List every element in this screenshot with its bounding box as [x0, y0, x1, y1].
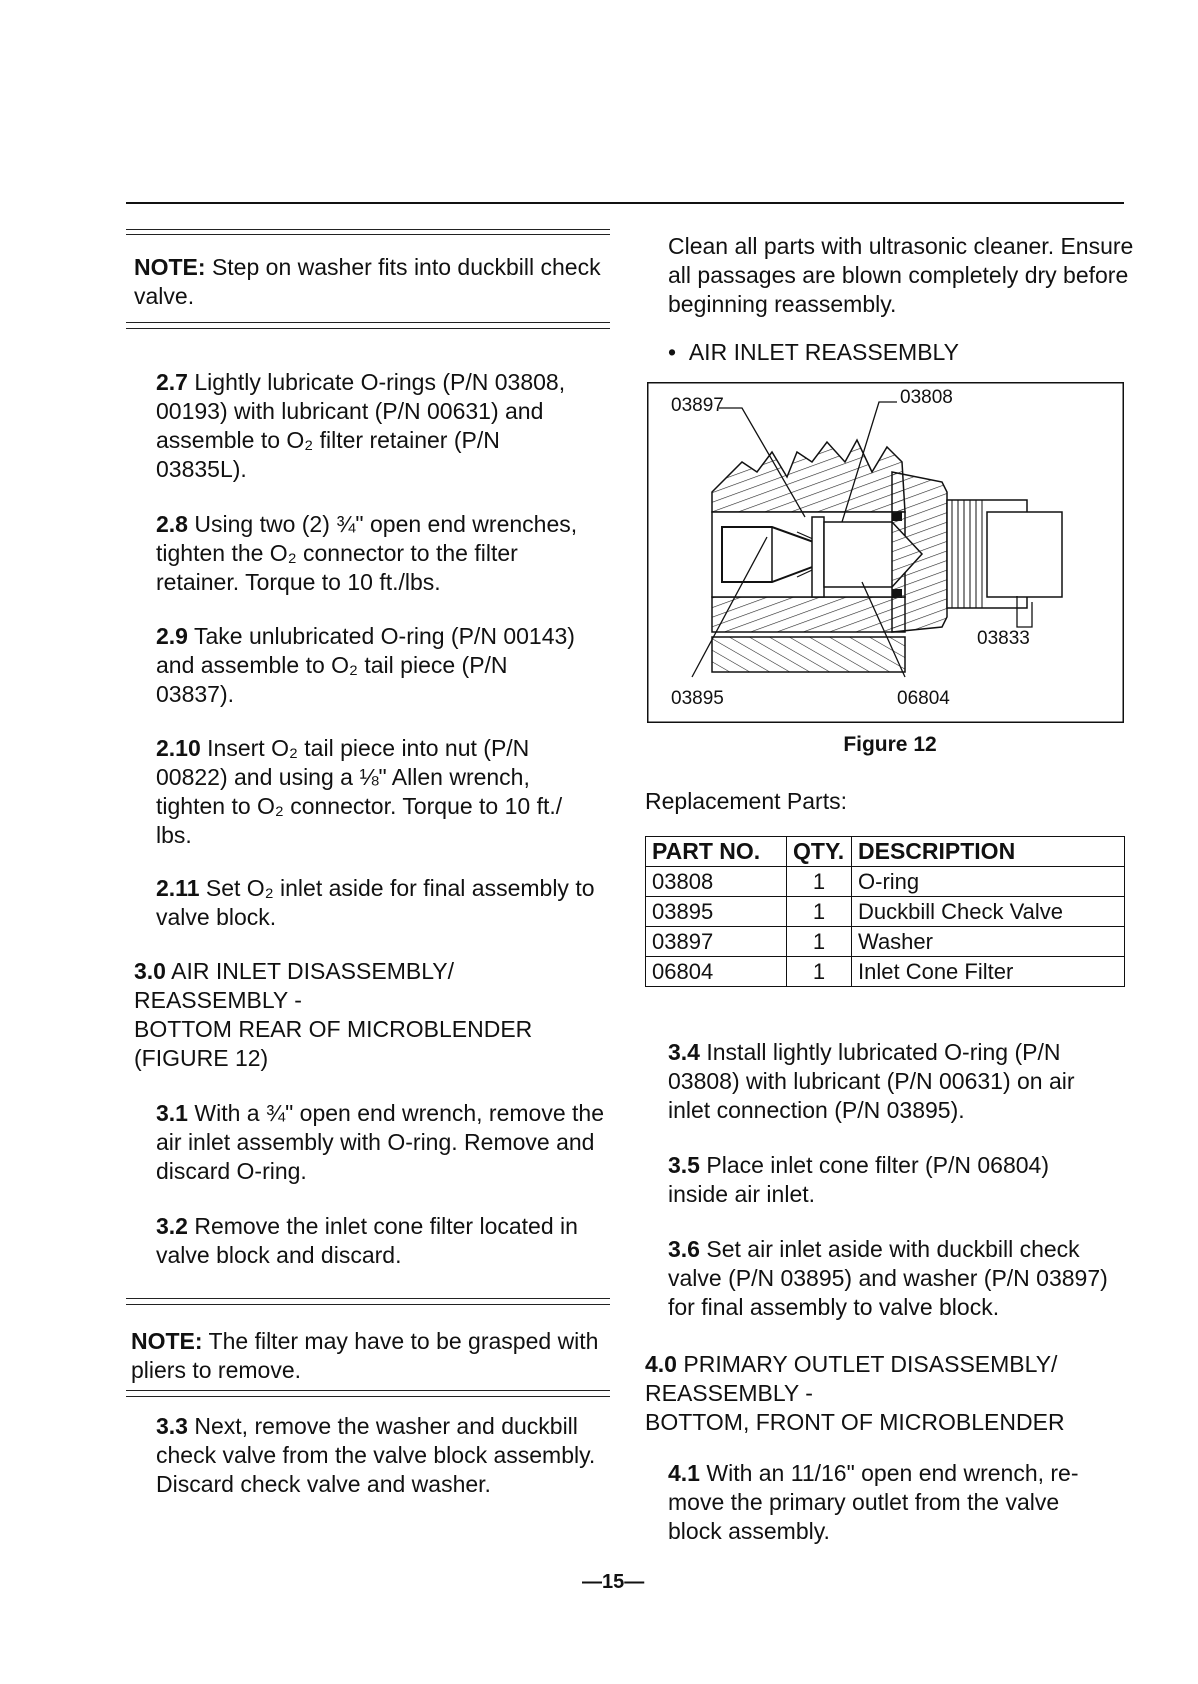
- step-text: Lightly lubricate O-rings (P/N 03808, 00193) with lubricant (P/N 00631) and assemble to O₂ filter retainer (P/N 03835L).: [156, 369, 566, 482]
- note1-rule-bottom-b: [126, 328, 610, 329]
- step-3-6: [668, 1235, 1138, 1322]
- step-number: 2.9: [156, 623, 188, 649]
- step-text: Using two (2) ¾" open end wrenches, tighten the O₂ connector to the filter retainer. Torque to 10 ft./lbs.: [156, 511, 578, 595]
- cell-part-no: 03897: [646, 927, 787, 957]
- bullet-icon: •: [668, 339, 689, 365]
- cell-part-no: 03895: [646, 897, 787, 927]
- note2-rule-top-a: [126, 1298, 610, 1299]
- note1-rule-top-b: [126, 234, 610, 235]
- table-row: [646, 957, 1125, 987]
- note1-label: NOTE:: [134, 254, 206, 280]
- note1-text: Step on washer fits into duckbill check valve.: [134, 254, 601, 309]
- step-number: 3.4: [668, 1039, 700, 1065]
- step-text: Place inlet cone filter (P/N 06804) inside air inlet.: [668, 1152, 1049, 1207]
- step-2-11: [156, 874, 606, 932]
- step-3-1: [156, 1099, 606, 1186]
- note1-rule-bottom-a: [126, 322, 610, 323]
- step-number: 4.1: [668, 1460, 700, 1486]
- step-text: Take unlubricated O-ring (P/N 00143) and assemble to O₂ tail piece (P/N 03837).: [156, 623, 575, 707]
- step-3-5: [668, 1151, 1088, 1209]
- cell-description: Inlet Cone Filter: [852, 957, 1125, 987]
- cell-description: Washer: [852, 927, 1125, 957]
- section-3-heading: [134, 957, 614, 1073]
- note2-rule-top-b: [126, 1304, 610, 1305]
- col-part-no: PART NO.: [646, 837, 787, 867]
- note2-text: The filter may have to be grasped with pliers to remove.: [131, 1328, 599, 1383]
- step-text: Next, remove the washer and duckbill check valve from the valve block assembly. Discard check valve and washer.: [156, 1413, 596, 1497]
- step-2-9: [156, 622, 576, 709]
- table-row: [646, 927, 1125, 957]
- cell-description: O-ring: [852, 867, 1125, 897]
- step-number: 3.5: [668, 1152, 700, 1178]
- cell-part-no: 03808: [646, 867, 787, 897]
- cell-qty: 1: [787, 897, 852, 927]
- step-2-8: [156, 510, 606, 597]
- cell-description: Duckbill Check Valve: [852, 897, 1125, 927]
- step-text: Set air inlet aside with duckbill check valve (P/N 03895) and washer (P/N 03897) for final assembly to valve block.: [668, 1236, 1108, 1320]
- note2-label: NOTE:: [131, 1328, 203, 1354]
- cell-qty: 1: [787, 867, 852, 897]
- step-number: 2.7: [156, 369, 188, 395]
- cell-qty: 1: [787, 927, 852, 957]
- table-row: [646, 897, 1125, 927]
- bullet-heading: [668, 338, 1138, 367]
- cell-qty: 1: [787, 957, 852, 987]
- note2-rule-bottom-b: [126, 1396, 610, 1397]
- parts-table-header-row: [646, 837, 1125, 867]
- step-text: Set O₂ inlet aside for final assembly to valve block.: [156, 875, 595, 930]
- label-03833: 03833: [977, 628, 1030, 649]
- step-number: 2.11: [156, 875, 200, 901]
- bullet-text: AIR INLET REASSEMBLY: [688, 339, 959, 365]
- figure-caption: Figure 12: [843, 733, 937, 756]
- section-line2: REASSEMBLY -: [134, 987, 302, 1013]
- section-number: 3.0: [134, 958, 166, 984]
- section-line2: REASSEMBLY -: [645, 1380, 813, 1406]
- step-number: 2.8: [156, 511, 188, 537]
- section-line1: AIR INLET DISASSEMBLY/: [171, 958, 455, 984]
- section-number: 4.0: [645, 1351, 677, 1377]
- step-text: With an 11/16" open end wrench, re-move the primary outlet from the valve block assembly.: [668, 1460, 1079, 1544]
- figure-12-drawing: [647, 382, 1124, 723]
- label-03808: 03808: [900, 387, 953, 408]
- parts-table: [645, 836, 1125, 987]
- step-2-7: [156, 368, 596, 484]
- page-number: —15—: [582, 1571, 645, 1593]
- step-text: Remove the inlet cone filter located in valve block and discard.: [156, 1213, 578, 1268]
- note1-rule-top-a: [126, 229, 610, 230]
- step-3-2: [156, 1212, 596, 1270]
- step-4-1: [668, 1459, 1108, 1546]
- note2: [131, 1327, 601, 1385]
- section-4-heading: [645, 1350, 1145, 1437]
- right-intro: Clean all parts with ultrasonic cleaner. Ensure all passages are blown completely dry before beginning reassembly.: [668, 233, 1134, 317]
- step-number: 3.3: [156, 1413, 188, 1439]
- step-text: Insert O₂ tail piece into nut (P/N 00822) and using a ⅛" Allen wrench, tighten to O₂ connector. Torque to 10 ft./ lbs.: [156, 735, 563, 848]
- replacement-parts-label: Replacement Parts:: [645, 788, 847, 814]
- section-line1: PRIMARY OUTLET DISASSEMBLY/: [683, 1351, 1058, 1377]
- figure-12: [647, 382, 1124, 723]
- step-text: Install lightly lubricated O-ring (P/N 03808) with lubricant (P/N 00631) on air inlet connection (P/N 03895).: [668, 1039, 1075, 1123]
- col-qty: QTY.: [787, 837, 852, 867]
- label-06804: 06804: [897, 688, 950, 709]
- section-line3: BOTTOM REAR OF MICROBLENDER: [134, 1016, 533, 1042]
- col-description: DESCRIPTION: [852, 837, 1125, 867]
- step-number: 3.1: [156, 1100, 188, 1126]
- step-number: 3.6: [668, 1236, 700, 1262]
- step-number: 2.10: [156, 735, 201, 761]
- step-number: 3.2: [156, 1213, 188, 1239]
- note1: [134, 253, 604, 311]
- note2-rule-bottom-a: [126, 1390, 610, 1391]
- top-rule: [126, 202, 1124, 204]
- section-line4: (FIGURE 12): [134, 1045, 269, 1071]
- label-03897: 03897: [671, 395, 724, 416]
- step-3-3: [156, 1412, 596, 1499]
- cell-part-no: 06804: [646, 957, 787, 987]
- table-row: [646, 867, 1125, 897]
- step-3-4: [668, 1038, 1118, 1125]
- label-03895: 03895: [671, 688, 724, 709]
- step-2-10: [156, 734, 596, 850]
- section-line3: BOTTOM, FRONT OF MICROBLENDER: [645, 1409, 1065, 1435]
- step-text: With a ¾" open end wrench, remove the air inlet assembly with O-ring. Remove and discard O-ring.: [156, 1100, 604, 1184]
